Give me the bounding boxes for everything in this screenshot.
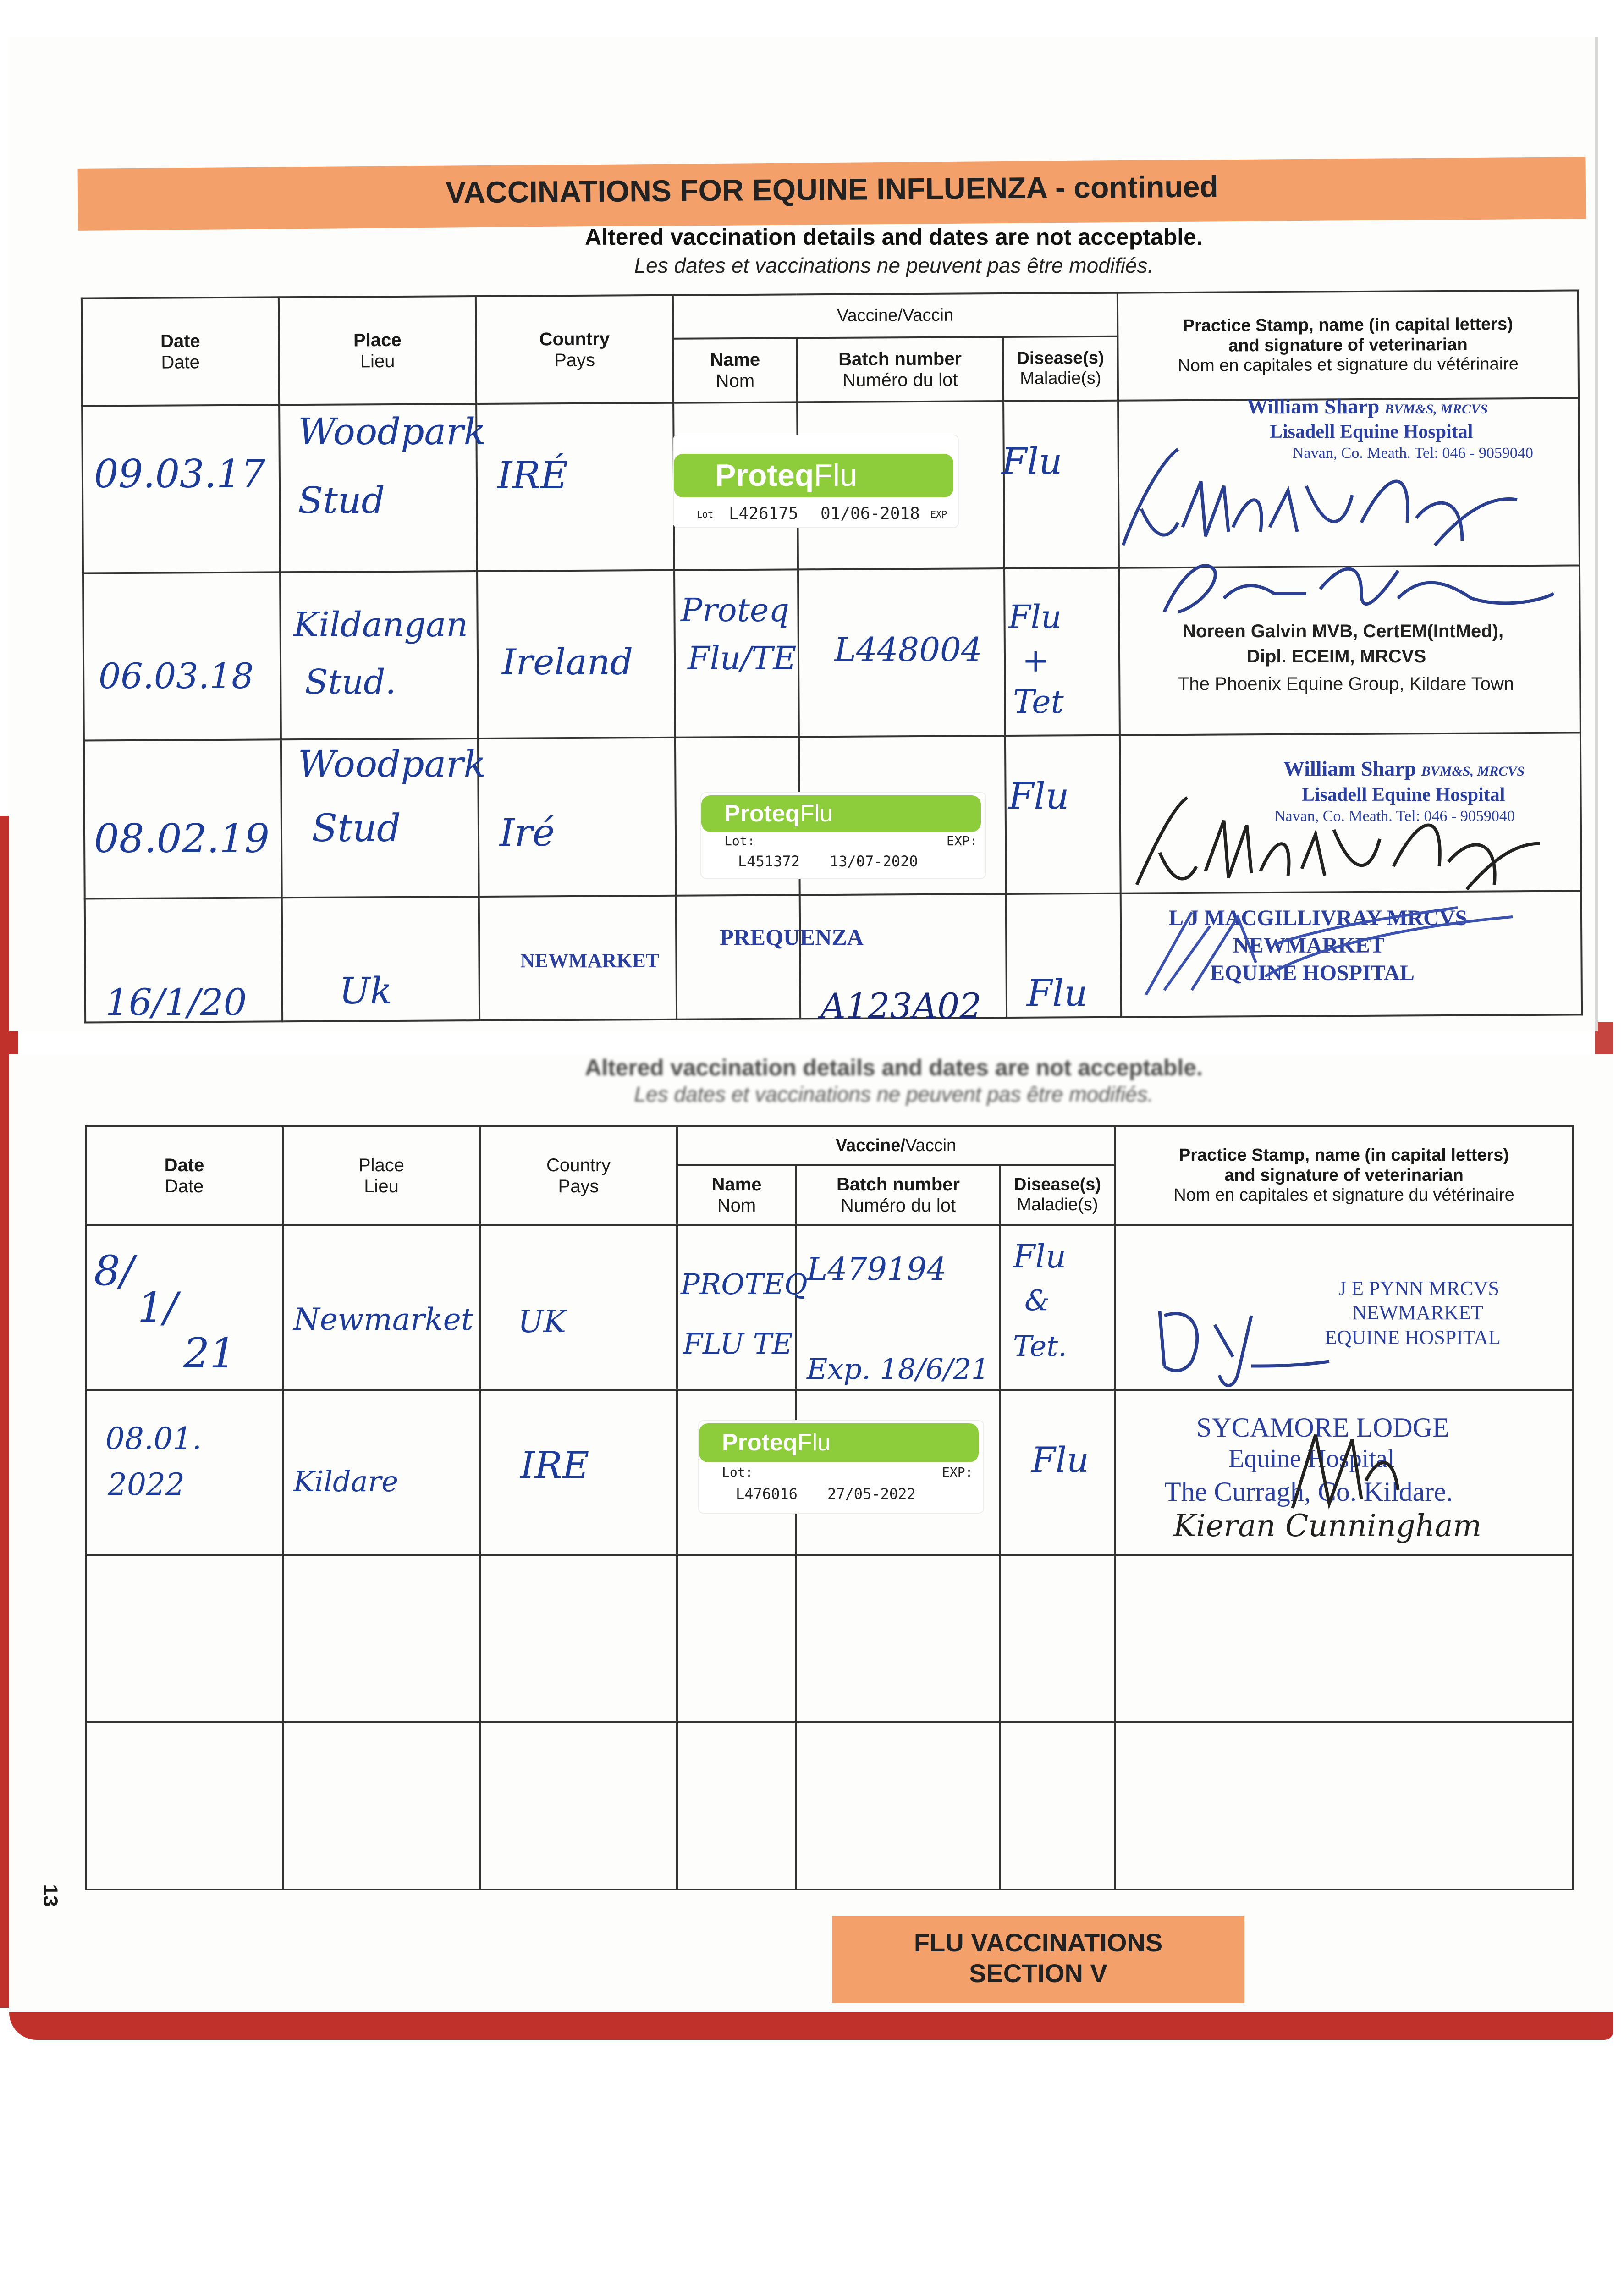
row4-stamp-line2: NEWMARKET xyxy=(1233,933,1385,958)
row3-stamp-hospital: Lisadell Equine Hospital xyxy=(1302,784,1505,805)
row4-disease: Flu xyxy=(1027,972,1088,1014)
brow1-disease-3: Tet. xyxy=(1013,1329,1067,1363)
row1-place-1: Woodpark xyxy=(298,410,486,453)
brow1-place: Newmarket xyxy=(293,1302,473,1337)
brow1-date-3: 21 xyxy=(183,1329,236,1377)
label-lot: L451372 xyxy=(738,853,800,870)
bottom-notice-en: Altered vaccination details and dates are not acceptable. xyxy=(585,1055,1203,1080)
row3-date: 08.02.19 xyxy=(94,816,270,862)
label-brand-bar: ProteqFlu xyxy=(674,454,953,497)
col-disease: Disease(s) Maladie(s) xyxy=(1000,1165,1115,1225)
row3-place-1: Woodpark xyxy=(298,743,486,785)
label-lot-prefix: Lot: xyxy=(722,1465,753,1480)
row2-stamp-line3: The Phoenix Equine Group, Kildare Town xyxy=(1178,674,1514,694)
col-vaccine: Vaccine/Vaccin xyxy=(677,1126,1115,1165)
vaccine-label-1 xyxy=(674,435,958,527)
row2-vaccine-name-1: Proteq xyxy=(681,591,790,629)
label-lot: L426175 xyxy=(729,504,798,523)
notice-en: Altered vaccination details and dates are not acceptable. xyxy=(585,224,1203,250)
brow2-place: Kildare xyxy=(293,1465,398,1498)
row2-batch: L448004 xyxy=(834,630,982,669)
row3-place-2: Stud xyxy=(312,807,401,850)
brow2-date-2: 2022 xyxy=(108,1467,185,1502)
row1-country: IRÉ xyxy=(497,454,568,497)
brow1-batch-2: Exp. 18/6/21 xyxy=(807,1352,990,1386)
brow1-stamp-line1: J E PYNN MRCVS xyxy=(1338,1277,1499,1300)
table-row xyxy=(86,1555,1573,1722)
row1-stamp-hospital: Lisadell Equine Hospital xyxy=(1270,421,1473,442)
row3-country: Iré xyxy=(500,811,555,855)
row2-vaccine-name-2: Flu/TE xyxy=(688,639,797,677)
col-stamp: Practice Stamp, name (in capital letters) and signature of veterinarian Nom en capitales et signature du vétérinaire xyxy=(1115,1126,1573,1225)
brow1-country: UK xyxy=(518,1304,566,1339)
row4-date: 16/1/20 xyxy=(105,981,247,1024)
brow2-signature-name: Kieran Cunningham xyxy=(1173,1508,1482,1543)
label-exp-date: 13/07-2020 xyxy=(830,853,918,870)
brow2-disease: Flu xyxy=(1031,1439,1089,1480)
row2-place-2: Stud. xyxy=(305,662,396,702)
col-batch: Batch number Numéro du lot xyxy=(797,337,1003,402)
row4-batch: A123A02 xyxy=(820,986,982,1026)
row1-signature xyxy=(1114,440,1526,559)
brow1-vaccine-name-1: PROTEQ xyxy=(681,1267,808,1301)
brow2-signature-scribble xyxy=(1274,1426,1412,1517)
brow1-batch-1: L479194 xyxy=(807,1251,947,1288)
brow1-disease-1: Flu xyxy=(1013,1238,1067,1275)
row2-stamp-line2: Dipl. ECEIM, MRCVS xyxy=(1247,646,1426,667)
label-exp: EXP: xyxy=(942,1465,973,1480)
col-stamp: Practice Stamp, name (in capital letters) and signature of veterinarian Nom en capitales et signature du vétérinaire xyxy=(1118,290,1579,400)
row3-stamp-address: Navan, Co. Meath. Tel: 046 - 9059040 xyxy=(1274,808,1515,825)
label-brand-bar: ProteqFlu xyxy=(701,795,981,832)
label-brand-bar: ProteqFlu xyxy=(699,1423,979,1462)
brow1-stamp-line3: EQUINE HOSPITAL xyxy=(1325,1326,1501,1349)
label-exp-date: 01/06-2018 xyxy=(820,504,920,523)
col-date: Date Date xyxy=(86,1126,283,1225)
brow2-stamp-line1: SYCAMORE LODGE xyxy=(1196,1412,1449,1443)
row4-place: Uk xyxy=(339,970,392,1012)
section-line1: FLU VACCINATIONS xyxy=(914,1928,1163,1957)
row2-stamp-line1: Noreen Galvin MVB, CertEM(IntMed), xyxy=(1183,621,1504,641)
brow2-date-1: 08.01. xyxy=(105,1421,202,1456)
col-country: Country Pays xyxy=(476,295,673,404)
label-exp: EXP xyxy=(930,509,947,520)
row3-disease: Flu xyxy=(1008,775,1069,817)
col-country: Country Pays xyxy=(480,1126,677,1225)
section-line2: SECTION V xyxy=(969,1959,1107,1988)
brow2-country: IRE xyxy=(520,1444,589,1487)
col-place: Place Lieu xyxy=(283,1126,480,1225)
row2-disease-2: + xyxy=(1022,642,1049,679)
col-vaccine: Vaccine/Vaccin xyxy=(673,293,1118,339)
row2-date: 06.03.18 xyxy=(99,656,254,696)
vaccine-label-3 xyxy=(699,1421,983,1513)
col-place: Place Lieu xyxy=(279,296,476,405)
page-number: 13 xyxy=(39,1884,62,1907)
row4-stamp-line1: L J MACGILLIVRAY MRCVS xyxy=(1169,906,1468,930)
brow1-signature xyxy=(1146,1297,1338,1380)
row4-stamp-line3: EQUINE HOSPITAL xyxy=(1210,961,1415,985)
col-name: Name Nom xyxy=(673,338,797,402)
vaccine-label-2 xyxy=(701,793,985,878)
notice-fr: Les dates et vaccinations ne peuvent pas être modifiés. xyxy=(634,253,1154,277)
row2-country: Ireland xyxy=(502,642,633,683)
col-disease: Disease(s) Maladie(s) xyxy=(1003,336,1118,401)
col-date: Date Date xyxy=(82,297,279,406)
row1-disease: Flu xyxy=(1002,440,1062,483)
brow2-stamp-line3: The Curragh, Co. Kildare. xyxy=(1164,1477,1453,1507)
row4-vaccine-name: PREQUENZA xyxy=(720,924,864,950)
cover-edge-bottom xyxy=(9,2008,1613,2040)
row1-date: 09.03.17 xyxy=(94,452,266,496)
col-batch: Batch number Numéro du lot xyxy=(796,1165,1000,1225)
row4-country-stamp: NEWMARKET xyxy=(520,949,660,972)
row4-signature xyxy=(1137,898,1526,1004)
row2-disease-3: Tet xyxy=(1013,683,1064,721)
page-title: VACCINATIONS FOR EQUINE INFLUENZA - continued xyxy=(446,169,1218,209)
brow2-stamp-line2: Equine Hospital xyxy=(1228,1444,1395,1473)
label-lot-prefix: Lot xyxy=(697,509,714,520)
row2-disease-1: Flu xyxy=(1008,598,1062,636)
label-exp: EXP: xyxy=(947,833,978,848)
row3-stamp-name: William Sharp BVM&S, MRCVS xyxy=(1283,757,1525,780)
row3-signature xyxy=(1128,779,1540,898)
brow1-date-2: 1/ xyxy=(138,1284,178,1332)
table-row xyxy=(86,1722,1573,1890)
row2-place-1: Kildangan xyxy=(293,605,468,645)
row1-place-2: Stud xyxy=(298,479,385,522)
row1-stamp-address: Navan, Co. Meath. Tel: 046 - 9059040 xyxy=(1293,445,1533,462)
brow1-disease-2: & xyxy=(1024,1284,1050,1317)
label-exp-date: 27/05-2022 xyxy=(827,1485,916,1503)
bottom-notice-fr: Les dates et vaccinations ne peuvent pas être modifiés. xyxy=(634,1082,1154,1106)
brow1-vaccine-name-2: FLU TE xyxy=(683,1327,793,1361)
brow1-stamp-line2: NEWMARKET xyxy=(1352,1301,1483,1324)
col-name: Name Nom xyxy=(677,1165,796,1225)
brow1-date-1: 8/ xyxy=(94,1247,134,1295)
label-lot: L476016 xyxy=(736,1485,798,1503)
label-lot-prefix: Lot: xyxy=(724,833,755,848)
row1-stamp-name: William Sharp BVM&S, MRCVS xyxy=(1247,395,1488,418)
